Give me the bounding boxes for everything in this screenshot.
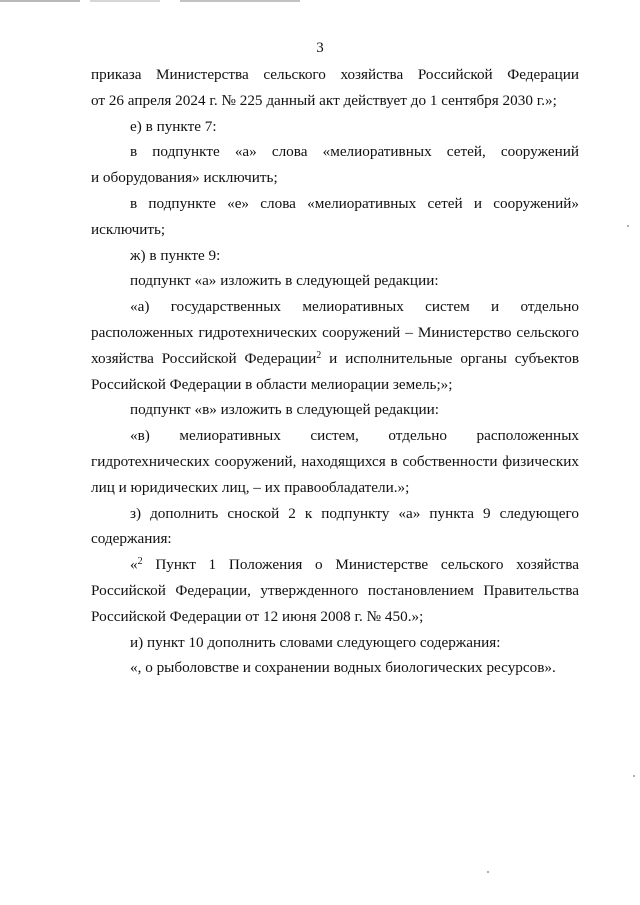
text-fragment: и исполнительные органы субъектов [321, 349, 579, 367]
text-line: исключить; [91, 220, 166, 238]
scan-speck [633, 775, 635, 777]
scan-speck [487, 871, 489, 873]
scan-edge-mark [0, 0, 300, 2]
text-fragment: « [130, 556, 138, 574]
page-number: 3 [316, 40, 324, 56]
text-line [91, 346, 579, 372]
footnote-ref: 2 [137, 556, 143, 568]
text-line: содержания: [91, 530, 172, 548]
text-line: «, о рыболовстве и сохранении водных биологических ресурсов». [130, 659, 556, 677]
text-fragment: хозяйства Российской Федерации [91, 349, 317, 367]
text-line: Российской Федерации в области мелиорации земель;»; [91, 375, 453, 393]
scan-speck [627, 225, 629, 227]
text-line: е) в пункте 7: [130, 117, 217, 135]
text-line: ж) в пункте 9: [130, 246, 221, 264]
text-line: подпункт «а» изложить в следующей редакции: [130, 272, 439, 290]
text-line: подпункт «в» изложить в следующей редакции: [130, 401, 439, 419]
text-line: з) дополнить сноской 2 к подпункту «а» пункта 9 следующего [130, 504, 579, 522]
text-line: от 26 апреля 2024 г. № 225 данный акт действует до 1 сентября 2030 г.»; [91, 91, 557, 109]
text-line: Российской Федерации от 12 июня 2008 г. № 450.»; [91, 607, 424, 625]
text-line: «в) мелиоративных систем, отдельно расположенных [130, 427, 579, 445]
text-line: и) пункт 10 дополнить словами следующего содержания: [130, 633, 501, 651]
text-line: в подпункте «а» слова «мелиоративных сетей, сооружений [130, 143, 579, 161]
text-line: Российской Федерации, утвержденного постановлением Правительства [91, 581, 579, 599]
text-line [91, 552, 579, 578]
text-line: «а) государственных мелиоративных систем и отдельно [130, 298, 579, 316]
document-body [91, 62, 579, 681]
text-line: и оборудования» исключить; [91, 169, 278, 187]
text-line: приказа Министерства сельского хозяйства Российской Федерации [91, 66, 579, 83]
footnote-ref: 2 [316, 349, 322, 361]
text-line: в подпункте «е» слова «мелиоративных сетей и сооружений» [130, 194, 579, 212]
text-line: лиц и юридических лиц, – их правообладатели.»; [91, 478, 410, 496]
text-line: расположенных гидротехнических сооружений – Министерство сельского [91, 323, 579, 341]
text-line: гидротехнических сооружений, находящихся в собственности физических [91, 452, 579, 470]
text-fragment: Пункт 1 Положения о Министерстве сельского хозяйства [142, 556, 579, 574]
